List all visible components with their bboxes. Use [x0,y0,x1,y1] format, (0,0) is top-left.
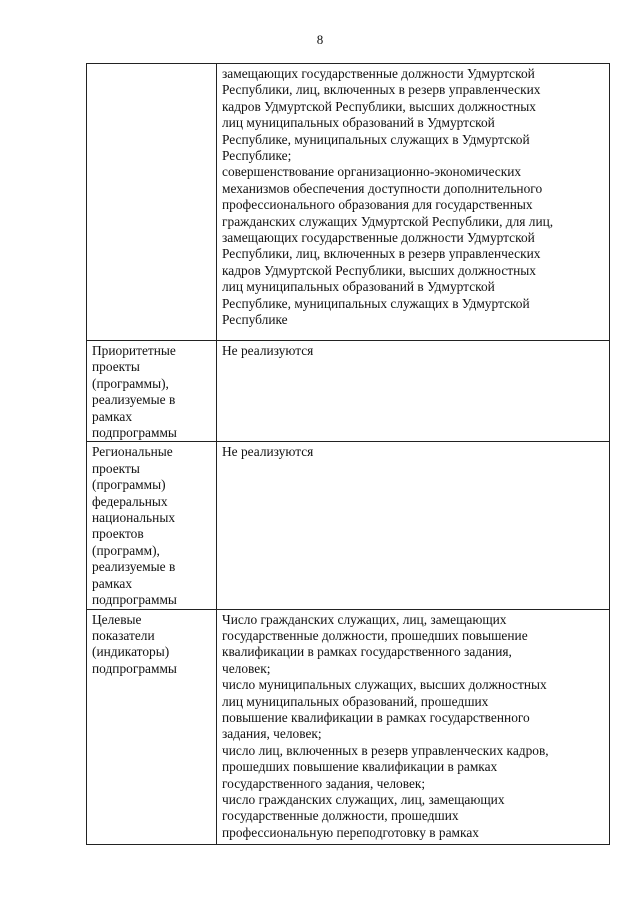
row-content-line: Не реализуются [222,444,314,460]
row-content-line: Республике, муниципальных служащих в Удмуртской [222,131,530,147]
row-content-line: квалификации в рамках государственного задания, [222,644,512,660]
table-row [87,609,610,844]
row-label-line: проектов [92,526,144,542]
table-row [87,341,610,442]
row-label-line: рамках [92,408,133,424]
row-content-cell [217,64,610,341]
row-content-cell [217,609,610,844]
row-content-line: гражданских служащих Удмуртской Республики, для лиц, [222,213,554,229]
row-content-line: лиц муниципальных образований, прошедших [222,693,489,709]
row-content-line: Республике; [222,148,292,164]
row-label-line: федеральных [92,493,168,509]
row-label-line: (программы), [92,375,169,391]
row-content-line: Республики, лиц, включенных в резерв управленческих [222,82,541,98]
row-label-cell [87,64,217,341]
row-content-line: профессиональную переподготовку в рамках [222,824,479,840]
row-content-line: государственного задания, человек; [222,775,426,791]
row-label-line: реализуемые в [92,392,176,408]
row-label-cell [87,609,217,844]
row-content-line: Число гражданских служащих, лиц, замещающих [222,611,507,627]
row-label-line: подпрограммы [92,592,177,608]
row-label-line: (программ), [92,542,160,558]
row-label-line: Региональные [92,444,173,460]
row-content-line: замещающих государственные должности Удмуртской [222,230,535,246]
row-content-line: прошедших повышение квалификации в рамках [222,759,498,775]
row-label-line: (программы) [92,477,166,493]
row-content-line: Не реализуются [222,343,314,358]
row-content-line: профессионального образования для государственных [222,197,533,213]
row-label-line: Целевые [92,611,142,627]
page-number: 8 [316,32,324,47]
row-label-line: национальных [92,510,176,526]
row-label-line: реализуемые в [92,559,176,575]
row-content-line: кадров Удмуртской Республики, высших должностных [222,98,536,114]
row-content-line: Республике, муниципальных служащих в Удмуртской [222,295,530,311]
row-content-line: задания, человек; [222,726,322,742]
row-content-cell [217,442,610,609]
row-label-line: показатели [92,627,155,643]
row-content-line: государственные должности, прошедших [222,808,459,824]
row-content-line: замещающих государственные должности Удмуртской [222,66,535,81]
row-content-line: повышение квалификации в рамках государственного [222,709,530,725]
subprogram-passport-table [86,63,610,845]
row-label-line: рамках [92,575,133,591]
row-content-line: лиц муниципальных образований в Удмуртской [222,279,495,295]
table-row [87,64,610,341]
row-content-line: лиц муниципальных образований в Удмуртской [222,115,495,131]
row-content-line: совершенствование организационно-экономических [222,164,522,180]
row-label-line: подпрограммы [92,660,177,676]
row-content-line: кадров Удмуртской Республики, высших должностных [222,262,536,278]
row-content-line: механизмов обеспечения доступности дополнительного [222,180,543,196]
row-label-line: подпрограммы [92,425,177,441]
row-label-line: проекты [92,359,140,375]
row-content-line: Республике [222,312,288,328]
row-label-line: (индикаторы) [92,644,170,660]
row-label-line: Приоритетные [92,343,176,358]
row-label-line: проекты [92,460,140,476]
row-label-cell [87,341,217,442]
row-content-line: государственные должности, прошедших повышение [222,627,528,643]
row-content-line: число муниципальных служащих, высших должностных [222,677,547,693]
row-content-cell [217,341,610,442]
row-label-cell [87,442,217,609]
table-row [87,442,610,609]
row-content-line: число лиц, включенных в резерв управленческих кадров, [222,742,549,758]
row-content-line: число гражданских служащих, лиц, замещающих [222,791,505,807]
row-content-line: человек; [222,660,271,676]
row-content-line: Республики, лиц, включенных в резерв управленческих [222,246,541,262]
